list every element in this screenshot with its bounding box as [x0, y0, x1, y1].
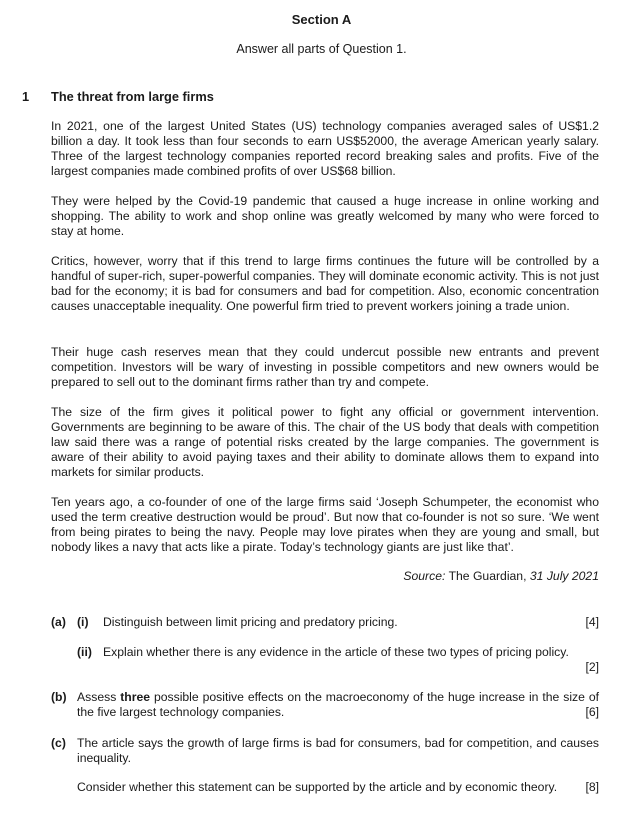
part-a-ii — [51, 645, 599, 677]
source-label: Source: — [403, 569, 446, 583]
part-a-i — [51, 615, 599, 631]
article-paragraph-5: The size of the firm gives it political power to fight any official or government intervention. Governments are beginning to be aware of this. The chair of the US body that deals with competition law said there was a range of potential risks created by the large companies. The government is aware of their ability to avoid paying taxes and their ability to dominate allows them to expand into markets for similar products. — [51, 405, 599, 479]
question-number: 1 — [22, 89, 30, 104]
part-b-text-before: Assess — [77, 690, 117, 704]
part-a-i-label: (i) — [77, 615, 89, 629]
article-paragraph-4: Their huge cash reserves mean that they could undercut possible new entrants and prevent competition. Investors will be wary of investing in possible competitors and new owners would be prepared to sell out to the dominant firms rather than try and compete. — [51, 345, 599, 389]
article-source — [403, 569, 599, 584]
part-a-i-marks: [4] — [585, 615, 599, 629]
part-b-text-bold: three — [120, 690, 151, 704]
part-b-text-after: possible positive effects on the macroeconomy of the huge increase in the size of the five largest technology companies. — [77, 690, 599, 719]
part-a-letter: (a) — [51, 615, 66, 629]
part-b-marks: [6] — [585, 705, 599, 719]
article-paragraph-3: Critics, however, worry that if this trend to large firms continues the future will be controlled by a handful of super-rich, super-powerful companies. They will dominate economic activity. This is not just bad for the economy; it is bad for consumers and bad for competition. Also, economic concentration causes unacceptable inequality. One powerful firm tried to prevent workers joining a trade union. — [51, 254, 600, 313]
article-paragraph-6: Ten years ago, a co-founder of one of the large firms said ‘Joseph Schumpeter, the economist who used the term creative destruction would be proud’. But now that co-founder is not so sure. ‘We went from being pirates to being the navy. People may love pirates when they are young and small, but nobody likes a navy that acts like a pirate. Today’s technology giants are just like that’. — [51, 495, 599, 554]
source-publication: The Guardian, — [448, 569, 527, 583]
section-title: Section A — [291, 12, 352, 27]
part-a-ii-marks: [2] — [585, 660, 599, 674]
part-c-text: The article says the growth of large firms is bad for consumers, bad for competition, and causes inequality. — [77, 736, 599, 765]
part-b — [51, 690, 599, 722]
part-c-marks: [8] — [585, 780, 599, 794]
part-c — [51, 736, 599, 796]
part-c-letter: (c) — [51, 736, 66, 750]
part-a-i-text: Distinguish between limit pricing and predatory pricing. — [103, 615, 398, 629]
part-b-text — [77, 690, 599, 720]
section-instruction: Answer all parts of Question 1. — [236, 42, 407, 56]
article-paragraph-2: They were helped by the Covid-19 pandemic that caused a huge increase in online working and shopping. The ability to work and shop online was greatly welcomed by many who were forced to stay at home. — [51, 194, 599, 238]
part-a-ii-label: (ii) — [77, 645, 92, 659]
question-title: The threat from large firms — [51, 89, 214, 104]
source-date: 31 July 2021 — [529, 569, 599, 583]
part-a-ii-text: Explain whether there is any evidence in the article of these two types of pricing policy. — [103, 645, 569, 659]
article-paragraph-1: In 2021, one of the largest United States (US) technology companies averaged sales of US$1.2 billion a day. It took less than four seconds to earn US$52000, the average American yearly salary. Three of the largest technology companies reported record breaking sales and profits. Five of the largest companies made combined profits of over US$68 billion. — [51, 119, 599, 178]
part-c-consider: Consider whether this statement can be supported by the article and by economic theory. — [77, 780, 558, 794]
part-b-letter: (b) — [51, 690, 67, 704]
